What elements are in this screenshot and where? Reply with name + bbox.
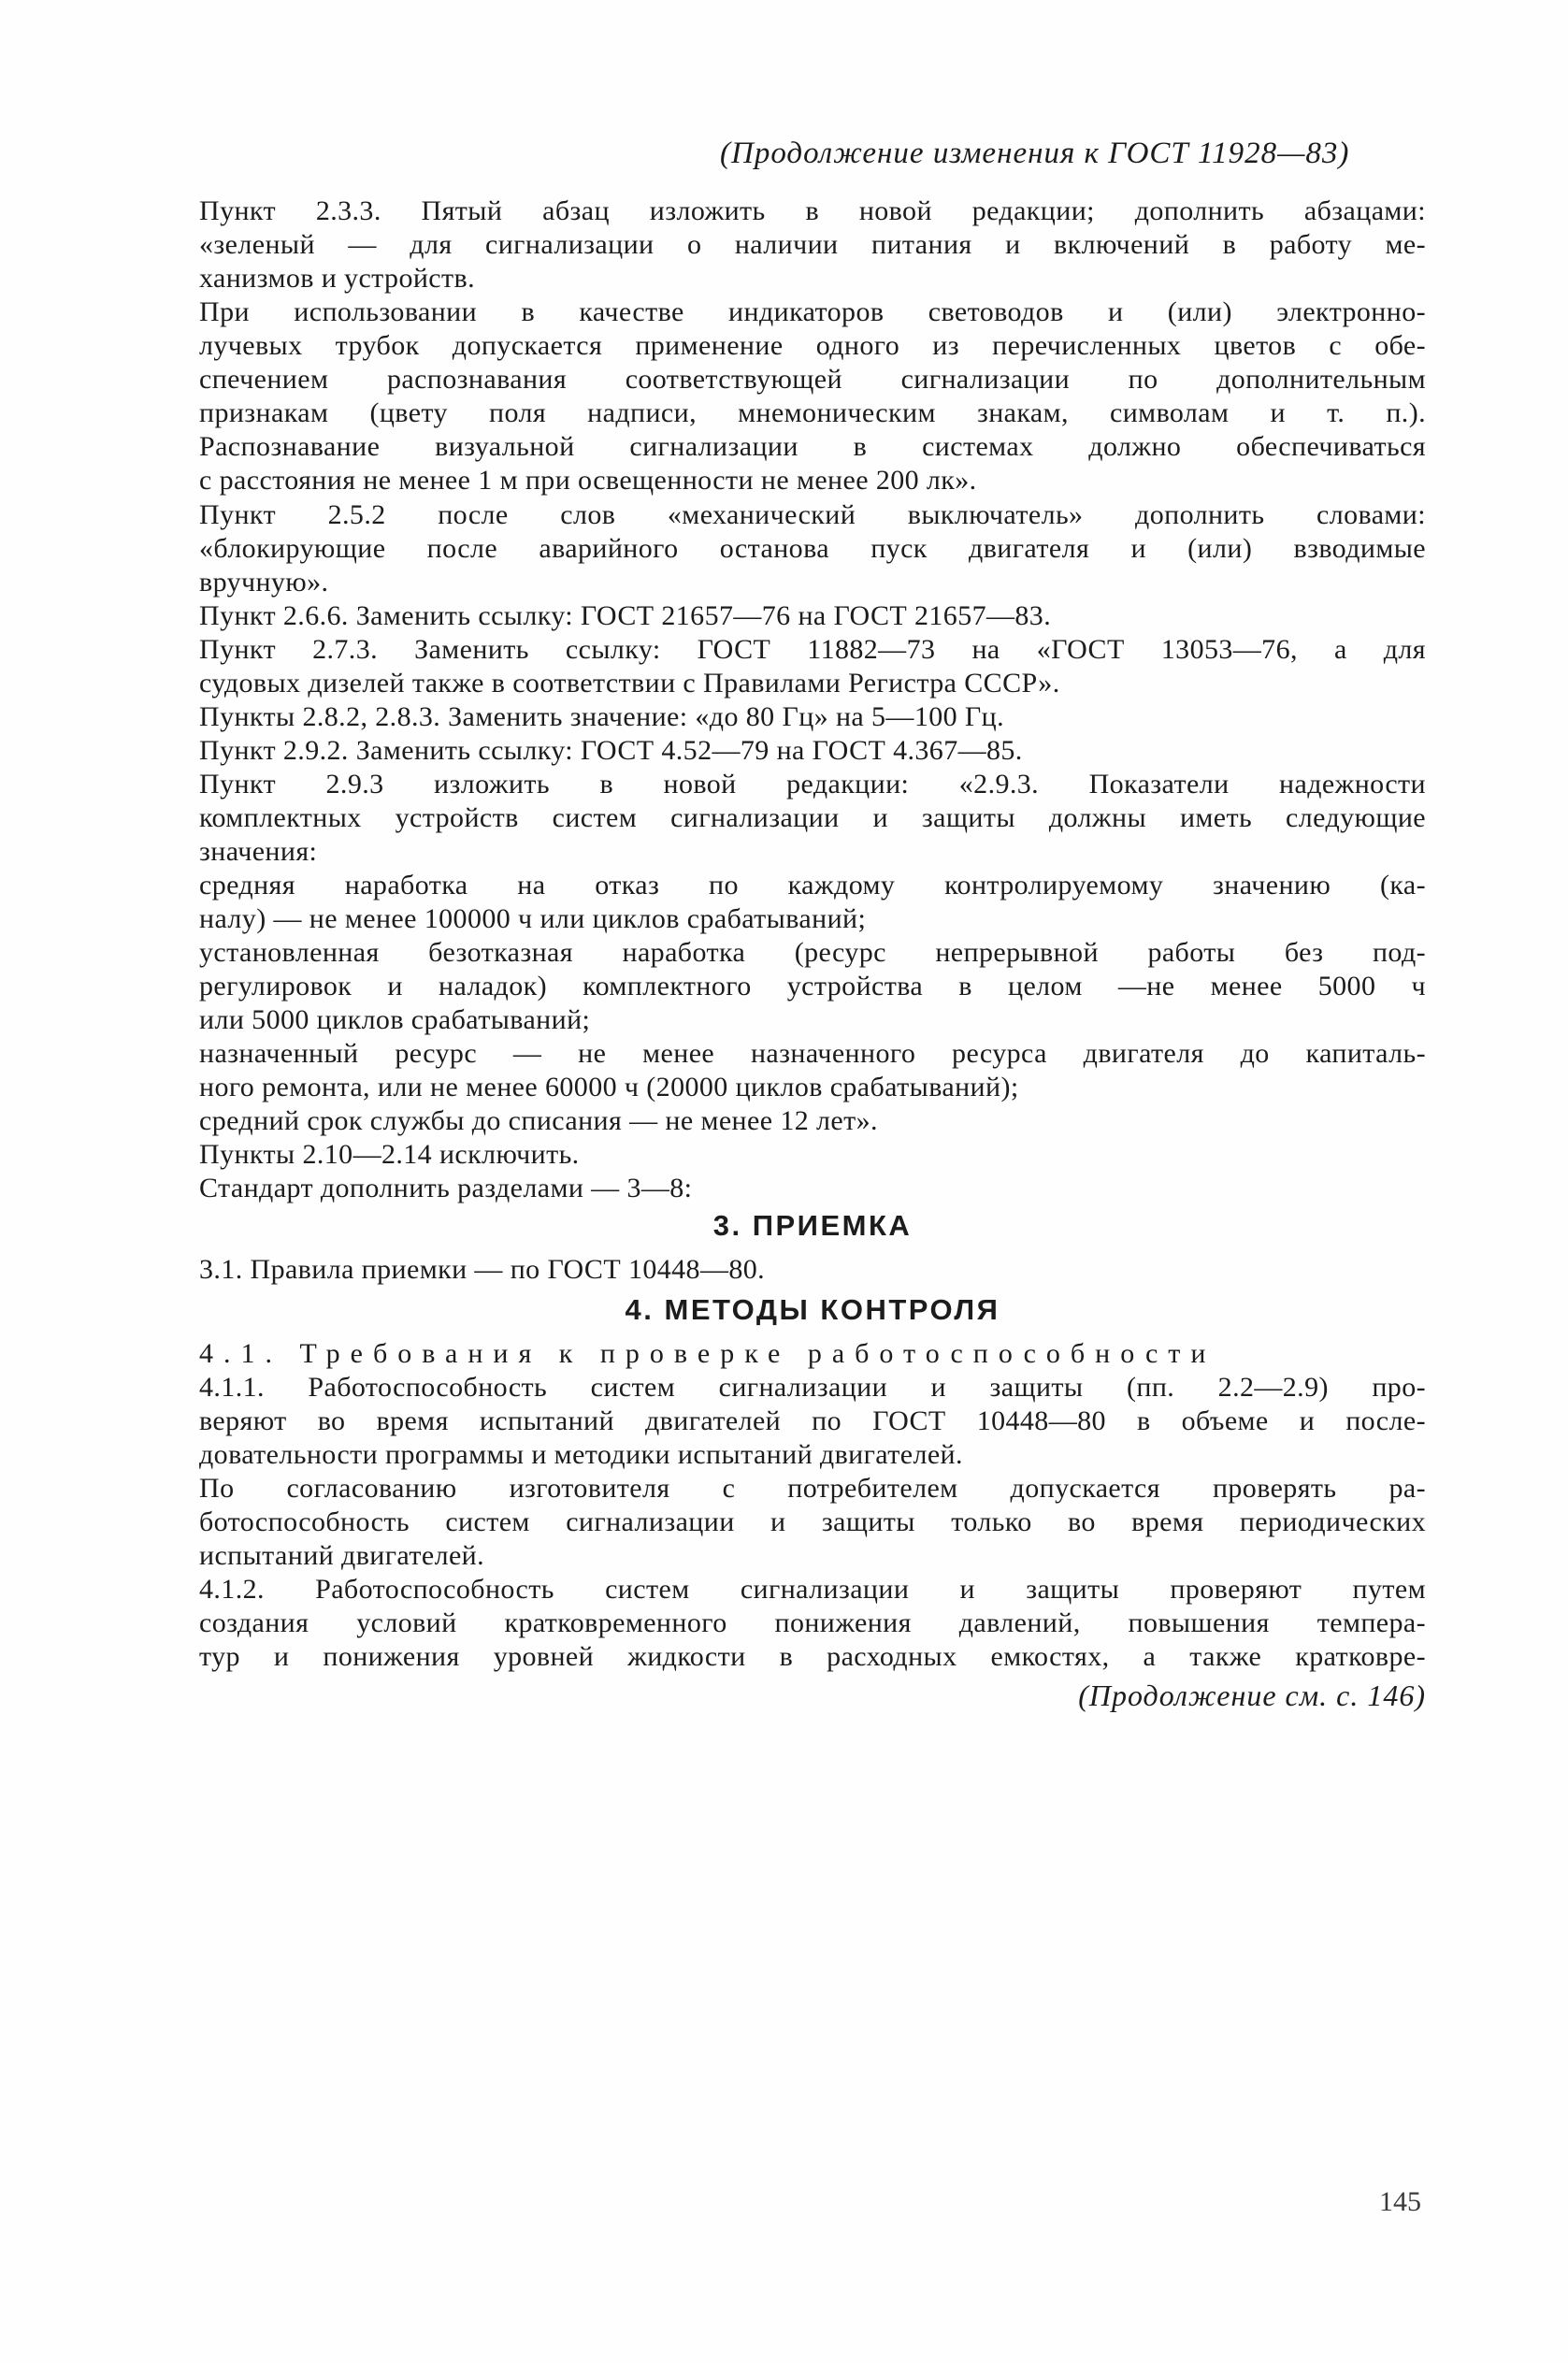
text-line: Пункт 2.7.3. Заменить ссылку: ГОСТ 11882—73 на «ГОСТ 13053—76, а для [199,634,1426,665]
text-line: Пункты 2.8.2, 2.8.3. Заменить значение: «до 80 Гц» на 5—100 Гц. [199,701,1005,732]
text-line: назначенный ресурс — не менее назначенного ресурса двигателя до капиталь- [199,1038,1426,1069]
text-line: При использовании в качестве индикаторов световодов и (или) электронно- [199,296,1426,327]
text-line: «блокирующие после аварийного останова пуск двигателя и (или) взводимые [199,533,1426,564]
continued-note: (Продолжение см. с. 146) [1078,1679,1426,1712]
text-line: средняя наработка на отказ по каждому контролируемому значению (ка- [199,870,1426,901]
text-line: признакам (цвету поля надписи, мнемоническим знакам, символам и т. п.). [199,397,1426,428]
section-4-heading: 4. МЕТОДЫ КОНТРОЛЯ [625,1293,1000,1326]
text-line: Пункты 2.10—2.14 исключить. [199,1139,580,1170]
text-line: комплектных устройств систем сигнализации и защиты должны иметь следующие [199,802,1426,833]
running-header: (Продолжение изменения к ГОСТ 11928—83) [720,137,1350,170]
text-line: спечением распознавания соответствующей сигнализации по дополнительным [199,364,1426,395]
text-line: Стандарт дополнить разделами — 3—8: [199,1173,693,1203]
text-line: 3.1. Правила приемки — по ГОСТ 10448—80. [199,1254,766,1285]
text-line: с расстояния не менее 1 м при освещенности не менее 200 лк». [199,465,977,496]
text-line: ного ремонта, или не менее 60000 ч (20000 циклов срабатываний); [199,1072,1019,1102]
text-line: Пункт 2.3.3. Пятый абзац изложить в новой редакции; дополнить абзацами: [199,195,1426,226]
text-line: ботоспособность систем сигнализации и защиты только во время периодических [199,1506,1426,1537]
text-line: Пункт 2.9.2. Заменить ссылку: ГОСТ 4.52—79 на ГОСТ 4.367—85. [199,735,1023,766]
text-line: установленная безотказная наработка (ресурс непрерывной работы без под- [199,937,1426,968]
text-line: регулировок и наладок) комплектного устройства в целом —не менее 5000 ч [199,971,1426,1001]
text-line: вручную». [199,567,329,598]
text-line: По согласованию изготовителя с потребителем допускается проверять ра- [199,1473,1426,1504]
text-line: 4.1.2. Работоспособность систем сигнализации и защиты проверяют путем [199,1574,1426,1605]
text-line: Распознавание визуальной сигнализации в системах должно обеспечиваться [199,431,1426,462]
text-line: испытаний двигателей. [199,1540,485,1571]
text-line: значения: [199,836,318,867]
text-line: средний срок службы до списания — не менее 12 лет». [199,1105,878,1136]
text-line: лучевых трубок допускается применение одного из перечисленных цветов с обе- [199,330,1426,361]
text-line: довательности программы и методики испытаний двигателей. [199,1439,963,1470]
text-line: налу) — не менее 100000 ч или циклов срабатываний; [199,903,867,934]
text-line: или 5000 циклов срабатываний; [199,1004,591,1035]
section-4-subheading: 4.1. Требования к проверке работоспособности [199,1338,1216,1369]
text-line: «зеленый — для сигнализации о наличии питания и включений в работу ме- [199,229,1426,260]
text-line: Пункт 2.9.3 изложить в новой редакции: «2.9.3. Показатели надежности [199,769,1426,800]
text-line: создания условий кратковременного понижения давлений, повышения темпера- [199,1607,1426,1638]
text-line: Пункт 2.5.2 после слов «механический выключатель» дополнить словами: [199,499,1426,530]
text-line: веряют во время испытаний двигателей по ГОСТ 10448—80 в объеме и после- [199,1405,1426,1436]
text-line: Пункт 2.6.6. Заменить ссылку: ГОСТ 21657—76 на ГОСТ 21657—83. [199,600,1052,631]
page-number: 145 [1379,2186,1421,2217]
section-3-heading: 3. ПРИЕМКА [712,1209,913,1242]
text-line: судовых дизелей также в соответствии с Правилами Регистра СССР». [199,668,1060,699]
text-line: тур и понижения уровней жидкости в расходных емкостях, а также кратковре- [199,1641,1426,1672]
text-line: ханизмов и устройств. [199,263,475,294]
text-line: 4.1.1. Работоспособность систем сигнализации и защиты (пп. 2.2—2.9) про- [199,1372,1426,1403]
